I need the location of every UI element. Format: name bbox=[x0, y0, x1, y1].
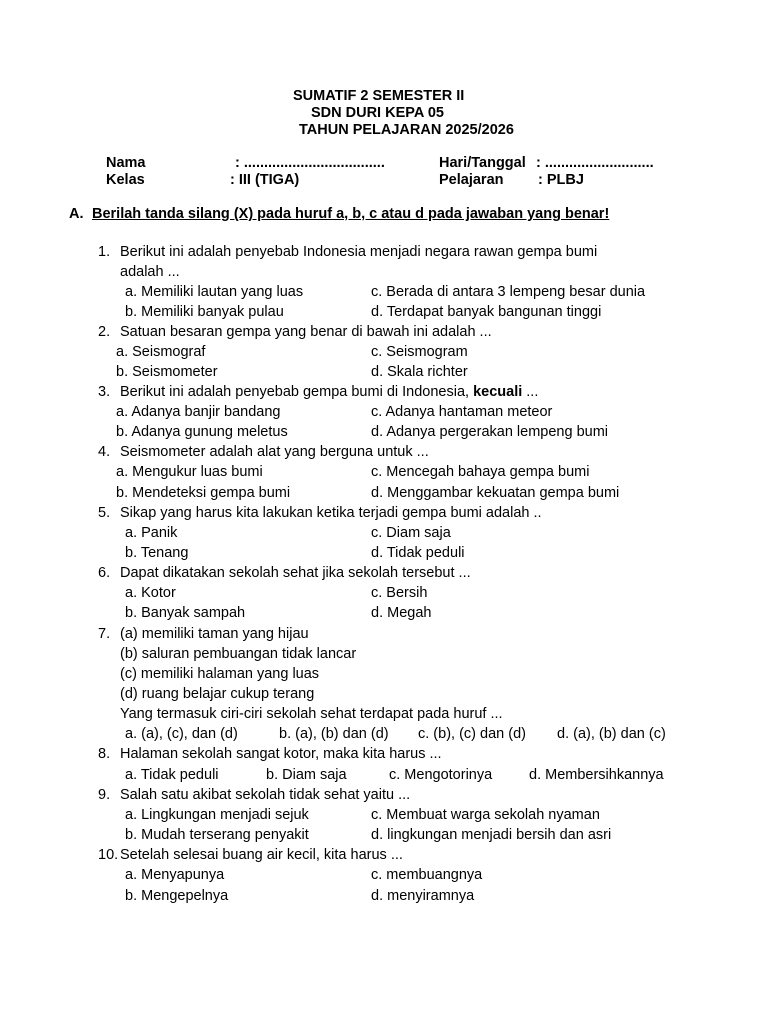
pelajaran-label: Pelajaran bbox=[439, 172, 504, 188]
q7-option-b: b. (a), (b) dan (d) bbox=[279, 726, 389, 742]
q2-number: 2. bbox=[98, 324, 111, 340]
q3-option-b: b. Adanya gunung meletus bbox=[116, 424, 288, 440]
q3-option-d: d. Adanya pergerakan lempeng bumi bbox=[371, 424, 608, 440]
header-line-2: SDN DURI KEPA 05 bbox=[311, 105, 444, 121]
kelas-label: Kelas bbox=[106, 172, 145, 188]
section-instruction bbox=[92, 206, 609, 222]
q7-option-d: d. (a), (b) dan (c) bbox=[557, 726, 666, 742]
q1-option-a: a. Memiliki lautan yang luas bbox=[125, 284, 304, 300]
q6-text: Dapat dikatakan sekolah sehat jika sekolah tersebut ... bbox=[120, 565, 471, 581]
q6-number: 6. bbox=[98, 565, 111, 581]
q10-option-b: b. Mengepelnya bbox=[125, 888, 229, 904]
q2-text: Satuan besaran gempa yang benar di bawah ini adalah ... bbox=[120, 324, 492, 340]
q9-text: Salah satu akibat sekolah tidak sehat yaitu ... bbox=[120, 787, 411, 803]
q6-option-b: b. Banyak sampah bbox=[125, 605, 246, 621]
q5-number: 5. bbox=[98, 505, 111, 521]
q3-number: 3. bbox=[98, 384, 111, 400]
q8-option-d: d. Membersihkannya bbox=[529, 767, 664, 783]
q6-option-c: c. Bersih bbox=[371, 585, 428, 601]
q1-option-c: c. Berada di antara 3 lempeng besar dunia bbox=[371, 284, 646, 300]
q10-option-a: a. Menyapunya bbox=[125, 867, 225, 883]
q1-text-line2: adalah ... bbox=[120, 264, 180, 280]
q10-option-d: d. menyiramnya bbox=[371, 888, 475, 904]
header-line-1: SUMATIF 2 SEMESTER II bbox=[293, 88, 465, 104]
q7-number: 7. bbox=[98, 626, 111, 642]
q8-number: 8. bbox=[98, 746, 111, 762]
q6-option-a: a. Kotor bbox=[125, 585, 176, 601]
q9-option-c: c. Membuat warga sekolah nyaman bbox=[371, 807, 600, 823]
q4-number: 4. bbox=[98, 444, 111, 460]
q8-option-b: b. Diam saja bbox=[266, 767, 347, 783]
q3-text-pre: Berikut ini adalah penyebab gempa bumi di Indonesia, bbox=[120, 384, 474, 400]
header-line-3: TAHUN PELAJARAN 2025/2026 bbox=[299, 122, 514, 138]
kelas-value: : III (TIGA) bbox=[230, 172, 300, 188]
q5-option-a: a. Panik bbox=[125, 525, 178, 541]
q7-statement-a: (a) memiliki taman yang hijau bbox=[120, 626, 309, 642]
nama-label: Nama bbox=[106, 155, 146, 171]
nama-value: : ................................... bbox=[235, 155, 385, 171]
q3-text bbox=[120, 384, 538, 400]
q9-number: 9. bbox=[98, 787, 111, 803]
pelajaran-value: : PLBJ bbox=[538, 172, 584, 188]
q7-question: Yang termasuk ciri-ciri sekolah sehat terdapat pada huruf ... bbox=[120, 706, 503, 722]
q9-option-a: a. Lingkungan menjadi sejuk bbox=[125, 807, 309, 823]
q6-option-d: d. Megah bbox=[371, 605, 432, 621]
q7-statement-c: (c) memiliki halaman yang luas bbox=[120, 666, 320, 682]
q4-option-a: a. Mengukur luas bumi bbox=[116, 464, 263, 480]
q2-option-b: b. Seismometer bbox=[116, 364, 218, 380]
q2-option-c: c. Seismogram bbox=[371, 344, 468, 360]
q1-text-line1: Berikut ini adalah penyebab Indonesia menjadi negara rawan gempa bumi bbox=[120, 244, 598, 260]
q2-option-a: a. Seismograf bbox=[116, 344, 206, 360]
section-instruction-text: Berilah tanda silang (X) pada huruf a, b, c atau d pada jawaban yang benar! bbox=[92, 206, 610, 222]
q3-text-post: ... bbox=[522, 384, 539, 400]
q1-option-d: d. Terdapat banyak bangunan tinggi bbox=[371, 304, 602, 320]
q7-statement-d: (d) ruang belajar cukup terang bbox=[120, 686, 315, 702]
q5-option-b: b. Tenang bbox=[125, 545, 189, 561]
q3-option-c: c. Adanya hantaman meteor bbox=[371, 404, 553, 420]
hari-label: Hari/Tanggal bbox=[439, 155, 526, 171]
q8-option-c: c. Mengotorinya bbox=[389, 767, 493, 783]
q10-option-c: c. membuangnya bbox=[371, 867, 483, 883]
q4-option-d: d. Menggambar kekuatan gempa bumi bbox=[371, 485, 620, 501]
hari-value: : ........................... bbox=[536, 155, 654, 171]
q4-text: Seismometer adalah alat yang berguna untuk ... bbox=[120, 444, 429, 460]
q9-option-d: d. lingkungan menjadi bersih dan asri bbox=[371, 827, 612, 843]
q5-option-c: c. Diam saja bbox=[371, 525, 451, 541]
q7-statement-b: (b) saluran pembuangan tidak lancar bbox=[120, 646, 357, 662]
q2-option-d: d. Skala richter bbox=[371, 364, 468, 380]
q7-option-c: c. (b), (c) dan (d) bbox=[418, 726, 526, 742]
q8-option-a: a. Tidak peduli bbox=[125, 767, 219, 783]
q5-option-d: d. Tidak peduli bbox=[371, 545, 465, 561]
q8-text: Halaman sekolah sangat kotor, maka kita harus ... bbox=[120, 746, 442, 762]
q9-option-b: b. Mudah terserang penyakit bbox=[125, 827, 309, 843]
section-letter: A. bbox=[69, 206, 84, 222]
q3-option-a: a. Adanya banjir bandang bbox=[116, 404, 281, 420]
q1-option-b: b. Memiliki banyak pulau bbox=[125, 304, 284, 320]
q10-text: Setelah selesai buang air kecil, kita harus ... bbox=[120, 847, 403, 863]
q10-number: 10. bbox=[98, 847, 119, 863]
q1-number: 1. bbox=[98, 244, 111, 260]
q4-option-b: b. Mendeteksi gempa bumi bbox=[116, 485, 291, 501]
q3-text-bold: kecuali bbox=[473, 384, 523, 400]
q7-option-a: a. (a), (c), dan (d) bbox=[125, 726, 238, 742]
q4-option-c: c. Mencegah bahaya gempa bumi bbox=[371, 464, 590, 480]
q5-text: Sikap yang harus kita lakukan ketika terjadi gempa bumi adalah .. bbox=[120, 505, 542, 521]
